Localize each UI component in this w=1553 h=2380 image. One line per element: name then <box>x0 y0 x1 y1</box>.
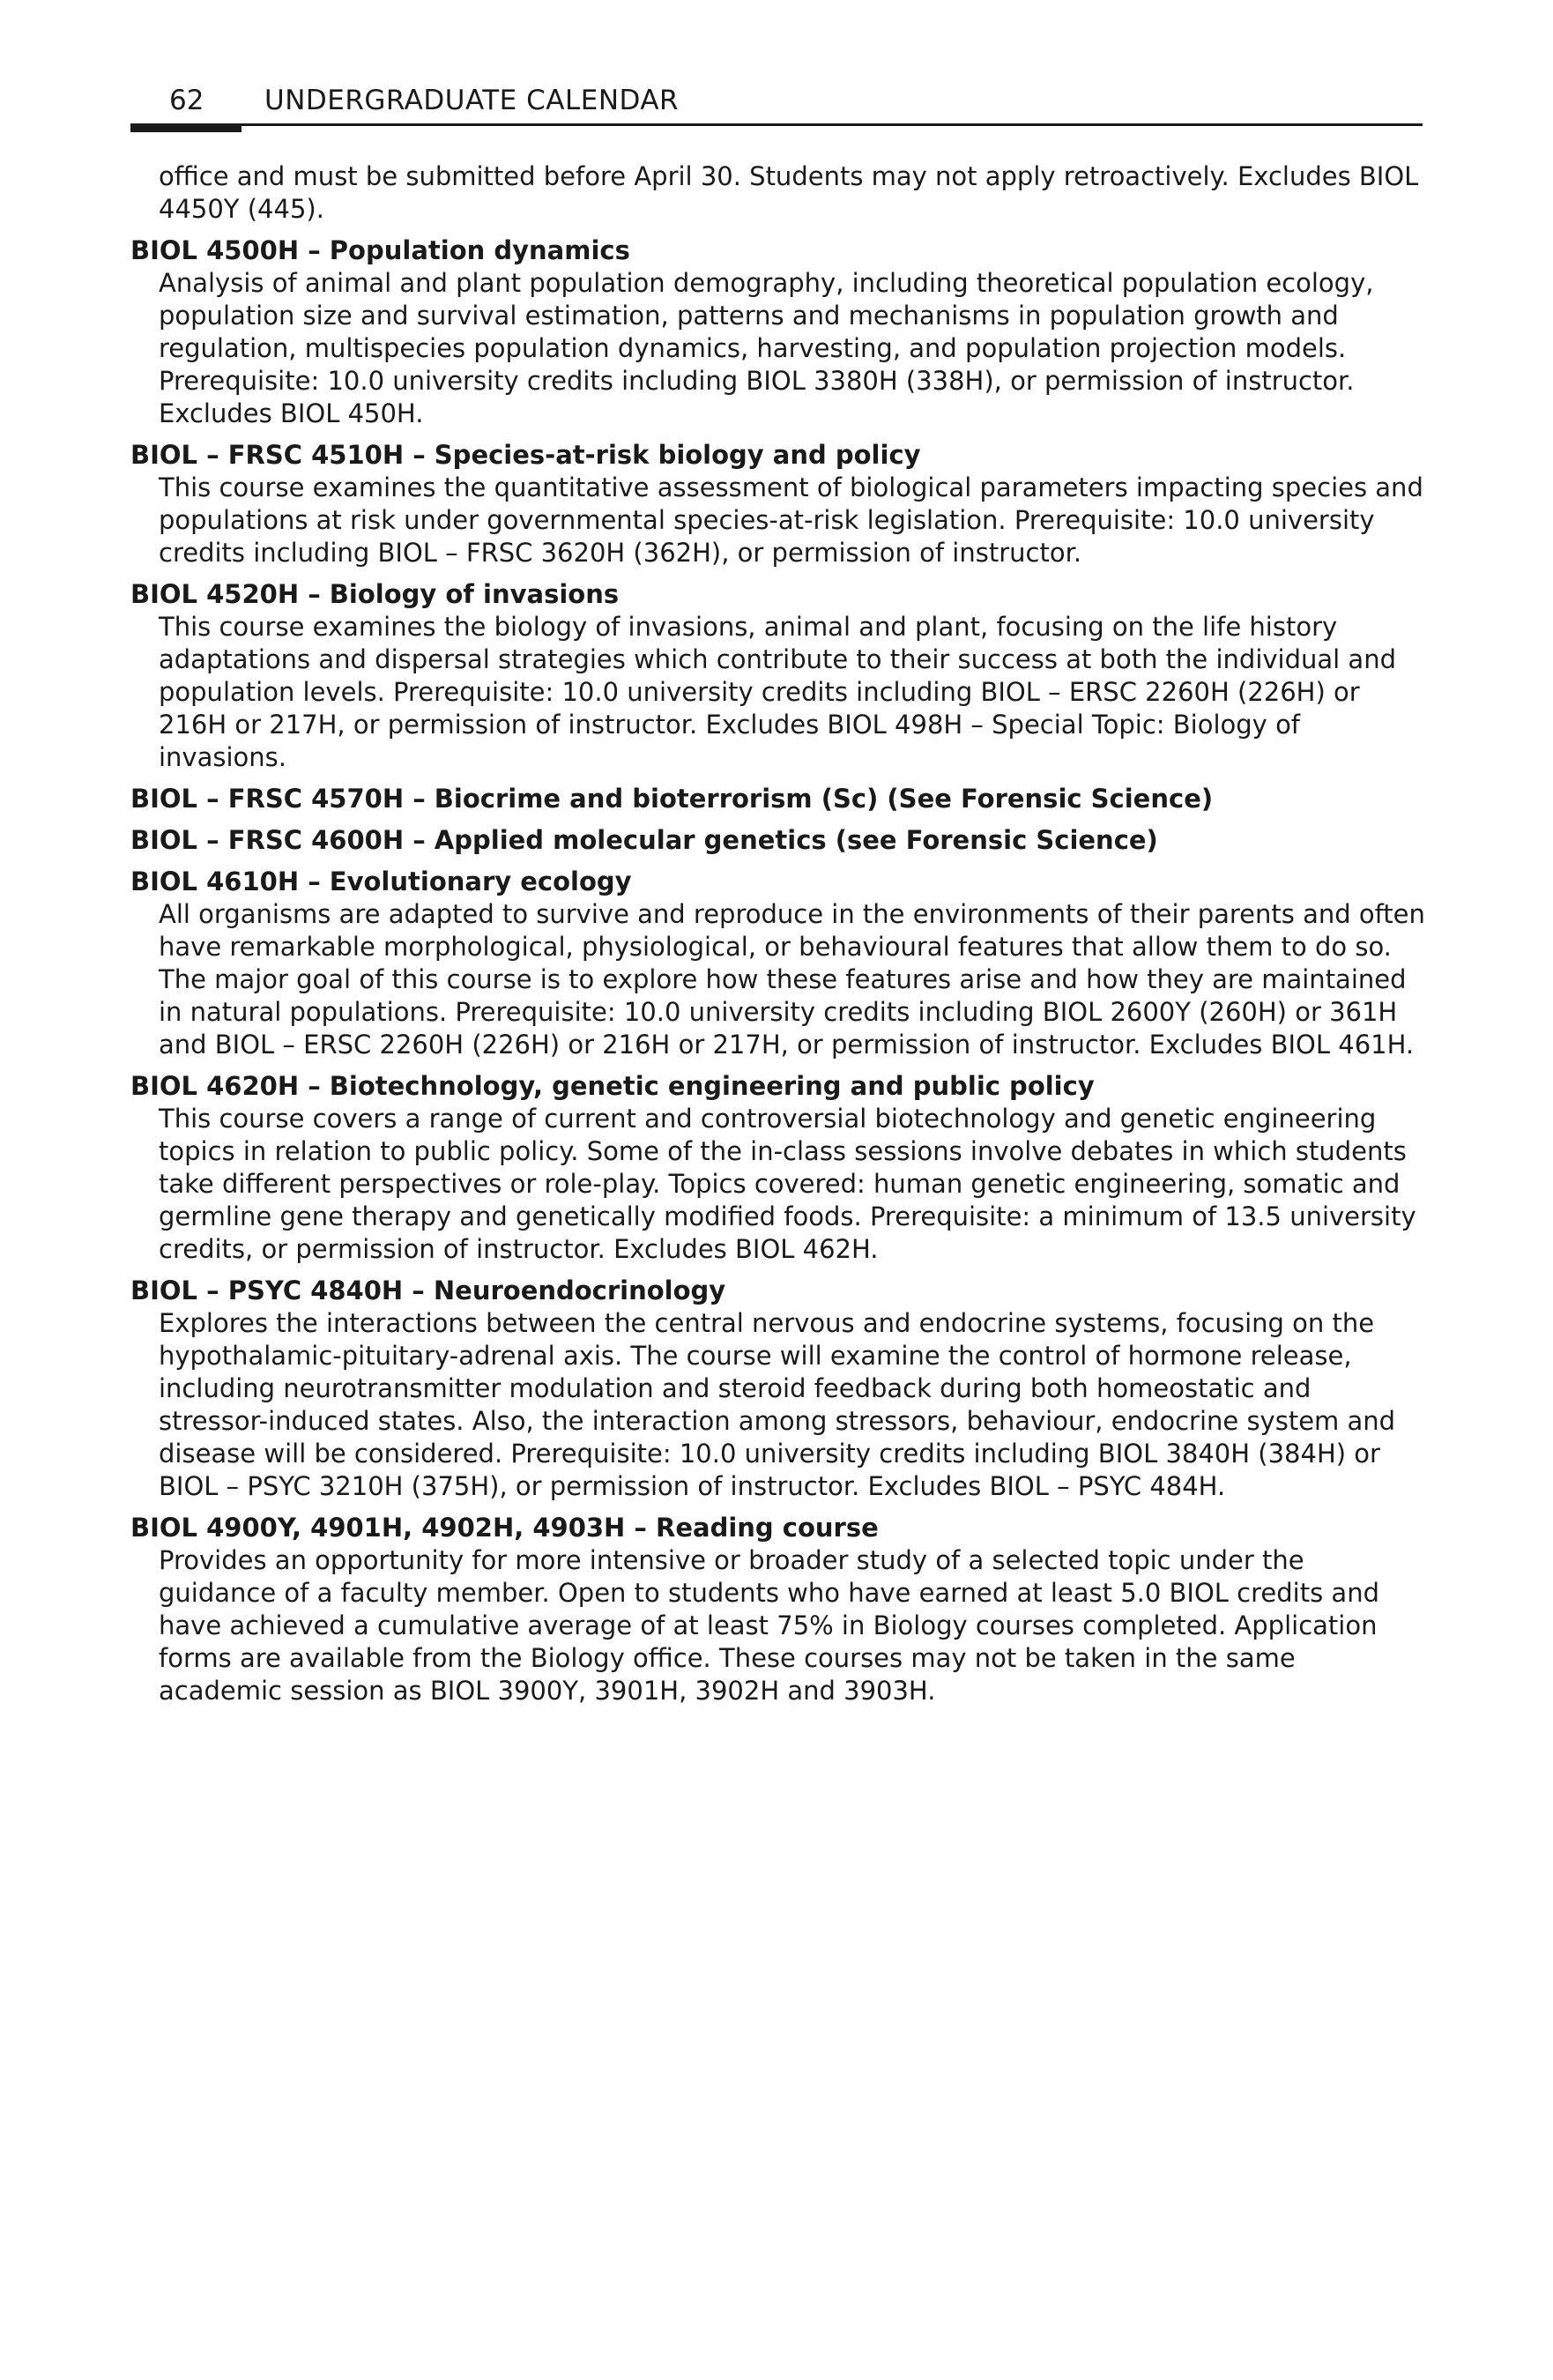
page-number: 62 <box>169 85 204 116</box>
course-title: BIOL – FRSC 4600H – Applied molecular genetics (see Forensic Science) <box>130 825 1158 855</box>
course-entry <box>130 1275 1426 1503</box>
course-entry <box>130 578 1426 774</box>
running-header-title: UNDERGRADUATE CALENDAR <box>264 85 680 116</box>
course-description: All organisms are adapted to survive and reproduce in the environments of their parents and often have remarkable morphological, physiological, or behavioural features that allow them to do so. The major goal of this course is to explore how these features arise and how they are maintained in natural populations. Prerequisite: 10.0 university credits including BIOL 2600Y (260H) or 361H and BIOL – ERSC 2260H (226H) or 216H or 217H, or permission of instructor. Excludes BIOL 461H. <box>159 899 1425 1060</box>
course-description: This course covers a range of current and controversial biotechnology and genetic engineering topics in relation to public policy. Some of the in-class sessions involve debates in which students take different perspectives or role-play. Topics covered: human genetic engineering, somatic and germline gene therapy and genetically modified foods. Prerequisite: a minimum of 13.5 university credits, or permission of instructor. Excludes BIOL 462H. <box>159 1104 1416 1264</box>
course-entry <box>130 439 1426 569</box>
course-entry <box>130 1070 1426 1266</box>
course-listing <box>130 160 1426 1716</box>
course-description: This course examines the biology of invasions, animal and plant, focusing on the life history adaptations and dispersal strategies which contribute to their success at both the individual and population levels. Prerequisite: 10.0 university credits including BIOL – ERSC 2260H (226H) or 216H or 217H, or permission of instructor. Excludes BIOL 498H – Special Topic: Biology of invasions. <box>159 612 1396 772</box>
course-description: Provides an opportunity for more intensive or broader study of a selected topic under the guidance of a faculty member. Open to students who have earned at least 5.0 BIOL credits and have achieved a cumulative average of at least 75% in Biology courses completed. Application forms are available from the Biology office. These courses may not be taken in the same academic session as BIOL 3900Y, 3901H, 3902H and 3903H. <box>159 1545 1379 1706</box>
course-title: BIOL – FRSC 4510H – Species-at-risk biology and policy <box>130 440 921 470</box>
course-title: BIOL 4500H – Population dynamics <box>130 235 630 265</box>
course-description: This course examines the quantitative assessment of biological parameters impacting species and populations at risk under governmental species-at-risk legislation. Prerequisite: 10.0 university credits including BIOL – FRSC 3620H (362H), or permission of instructor. <box>159 472 1423 568</box>
course-entry <box>130 866 1426 1061</box>
course-title: BIOL 4620H – Biotechnology, genetic engineering and public policy <box>130 1071 1095 1101</box>
course-description: Analysis of animal and plant population demography, including theoretical population ecology, population size and survival estimation, patterns and mechanisms in population growth and regulation, multispecies population dynamics, harvesting, and population projection models. Prerequisite: 10.0 university credits including BIOL 3380H (338H), or permission of instructor. Excludes BIOL 450H. <box>159 268 1374 428</box>
course-title: BIOL 4520H – Biology of invasions <box>130 579 620 609</box>
course-entry <box>130 234 1426 430</box>
continued-description: office and must be submitted before April 30. Students may not apply retroactively. Excludes BIOL 4450Y (445). <box>159 161 1419 224</box>
course-title: BIOL 4900Y, 4901H, 4902H, 4903H – Reading course <box>130 1513 879 1543</box>
course-description: Explores the interactions between the central nervous and endocrine systems, focusing on the hypothalamic-pituitary-adrenal axis. The course will examine the control of hormone release, including neurotransmitter modulation and steroid feedback during both homeostatic and stressor-induced states. Also, the interaction among stressors, behaviour, endocrine system and disease will be considered. Prerequisite: 10.0 university credits including BIOL 3840H (384H) or BIOL – PSYC 3210H (375H), or permission of instructor. Excludes BIOL – PSYC 484H. <box>159 1308 1396 1501</box>
course-entry <box>130 1512 1426 1707</box>
course-title: BIOL – FRSC 4570H – Biocrime and bioterrorism (Sc) (See Forensic Science) <box>130 784 1214 814</box>
page-header <box>130 81 1423 123</box>
course-title: BIOL – PSYC 4840H – Neuroendocrinology <box>130 1276 726 1305</box>
header-rule <box>130 123 1423 126</box>
course-title: BIOL 4610H – Evolutionary ecology <box>130 866 632 896</box>
course-entry <box>130 824 1426 857</box>
header-rule-tab <box>130 123 241 132</box>
course-entry <box>130 783 1426 815</box>
